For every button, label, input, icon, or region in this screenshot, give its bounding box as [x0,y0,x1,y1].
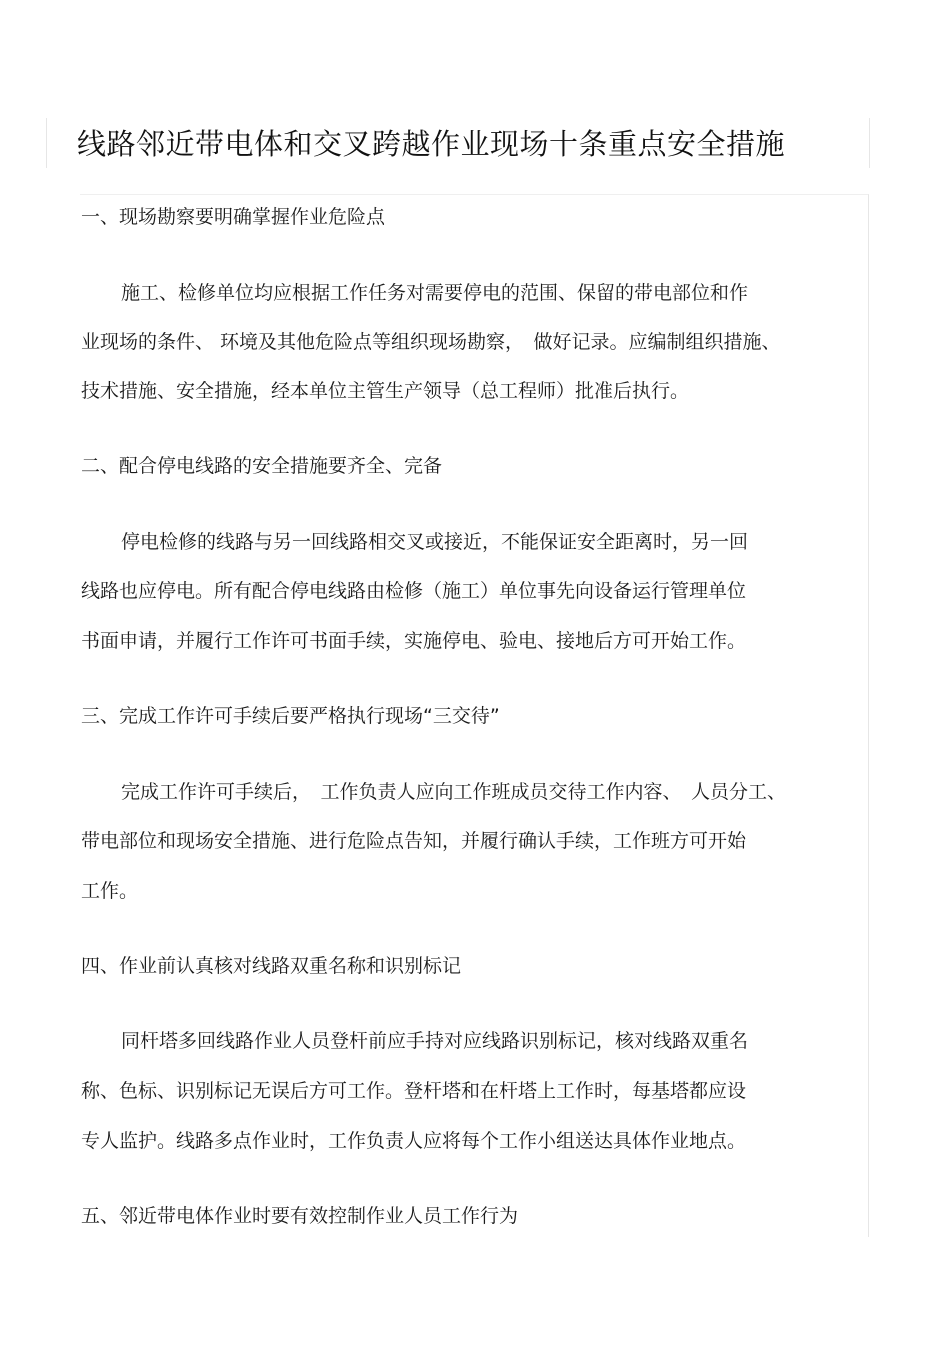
document-title: 线路邻近带电体和交叉跨越作业现场十条重点安全措施 [77,127,786,161]
section-1-heading: 一、现场勘察要明确掌握作业危险点 [81,206,386,228]
section-2-heading: 二、配合停电线路的安全措施要齐全、完备 [81,455,443,477]
section-5-heading: 五、邻近带电体作业时要有效控制作业人员工作行为 [81,1205,519,1227]
section-4-line-1: 同杆塔多回线路作业人员登杆前应手持对应线路识别标记，核对线路双重名 [121,1030,749,1052]
section-2-line-1: 停电检修的线路与另一回线路相交叉或接近，不能保证安全距离时，另一回 [121,531,749,553]
section-1-line-1: 施工、检修单位均应根据工作任务对需要停电的范围、保留的带电部位和作 [121,282,749,304]
section-4-line-3: 专人监护。线路多点作业时，工作负责人应将每个工作小组送达具体作业地点。 [81,1130,747,1152]
section-4-line-2: 称、色标、识别标记无误后方可工作。登杆塔和在杆塔上工作时，每基塔都应设 [81,1080,747,1102]
section-3-heading: 三、完成工作许可手续后要严格执行现场“三交待” [81,705,500,727]
section-2-line-2: 线路也应停电。所有配合停电线路由检修（施工）单位事先向设备运行管理单位 [81,580,747,602]
section-1-line-2: 业现场的条件、 环境及其他危险点等组织现场勘察， 做好记录。应编制组织措施、 [81,331,781,353]
section-3-line-1: 完成工作许可手续后， 工作负责人应向工作班成员交待工作内容、 人员分工、 [121,781,787,803]
section-2-line-3: 书面申请，并履行工作许可书面手续，实施停电、验电、接地后方可开始工作。 [81,630,747,652]
section-3-line-2: 带电部位和现场安全措施、进行危险点告知，并履行确认手续，工作班方可开始 [81,830,747,852]
title-box [46,118,870,168]
section-3-line-3: 工作。 [81,880,139,902]
section-4-heading: 四、作业前认真核对线路双重名称和识别标记 [81,955,462,977]
section-1-line-3: 技术措施、安全措施，经本单位主管生产领导（总工程师）批准后执行。 [81,380,690,402]
